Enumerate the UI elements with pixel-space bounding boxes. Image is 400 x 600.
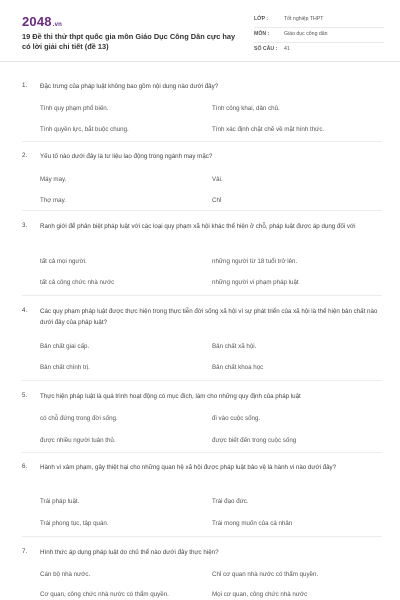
answer-option-a[interactable]: Máy may. — [40, 176, 67, 183]
site-logo[interactable] — [22, 14, 62, 29]
answer-option-b[interactable]: Chỉ cơ quan nhà nước có thẩm quyền. — [212, 571, 319, 578]
answer-option-c[interactable]: Tính quyền lực, bắt buộc chung. — [40, 126, 129, 133]
meta-row-class — [254, 14, 384, 29]
question-text: Các quy phạm pháp luật được thực hiện trong thực tiễn đời sống xã hội vì sự phát triển của xã hội là thể hiện bản chất nào dưới đây của pháp luật? — [40, 308, 378, 326]
logo-suffix: .vn — [52, 22, 63, 28]
question-number: 1. — [22, 82, 28, 89]
question-divider — [22, 210, 382, 211]
question-text: Hành vi xâm phạm, gây thiệt hại cho những quan hệ xã hội được pháp luật bảo vệ là hành vi nào dưới đây? — [40, 464, 337, 471]
answer-option-a[interactable]: Cán bộ nhà nước. — [40, 571, 91, 578]
answer-option-d[interactable]: Chỉ — [212, 197, 222, 204]
question-number: 4. — [22, 307, 28, 314]
answer-option-c[interactable]: được nhiều người tuân thủ. — [40, 437, 116, 444]
meta-row-subject — [254, 29, 384, 44]
meta-divider — [254, 27, 384, 28]
logo-text: 2048 — [22, 14, 52, 29]
question-text: Yếu tố nào dưới đây là tư liệu lao động trong ngành may mặc? — [40, 153, 213, 160]
question-number: 6. — [22, 463, 28, 470]
document-title: 19 Đề thi thử thpt quốc gia môn Giáo Dục Công Dân cực hay có lời giải chi tiết (đề 13) — [22, 32, 236, 51]
answer-option-d[interactable]: được biết đến trong cuộc sống — [212, 437, 297, 444]
meta-value: 41 — [284, 46, 290, 52]
question-text: Thực hiện pháp luật là quá trình hoạt động có mục đích, làm cho những quy định của pháp luật — [40, 393, 301, 400]
answer-option-d[interactable]: Mọi cơ quan, công chức nhà nước — [212, 591, 308, 598]
meta-label: LỚP : — [254, 16, 269, 22]
meta-row-count — [254, 44, 384, 59]
answer-option-b[interactable]: đi vào cuộc sống. — [212, 415, 261, 422]
answer-option-d[interactable]: Tính xác định chặt chẽ về mặt hình thức. — [212, 126, 325, 133]
question-number: 3. — [22, 222, 28, 229]
answer-option-c[interactable]: Cơ quan, công chức nhà nước có thẩm quyền. — [40, 591, 169, 598]
question-number: 7. — [22, 548, 28, 555]
answer-option-c[interactable]: Bản chất chính trị. — [40, 364, 90, 371]
document-header — [0, 0, 400, 62]
answer-option-a[interactable]: tất cả mọi người. — [40, 258, 87, 265]
answer-option-b[interactable]: Tính công khai, dân chủ. — [212, 105, 280, 112]
answer-option-d[interactable]: Bản chất khoa học — [212, 364, 264, 371]
answer-option-a[interactable]: Tính quy phạm phổ biến. — [40, 105, 109, 112]
answer-option-d[interactable]: những người vi phạm pháp luật — [212, 279, 299, 286]
question-divider — [22, 380, 382, 381]
question-divider — [22, 536, 382, 537]
answer-option-c[interactable]: tất cả công chức nhà nước — [40, 279, 115, 286]
question-divider — [22, 141, 382, 142]
answer-option-a[interactable]: có chỗ đứng trong đời sống. — [40, 415, 118, 422]
meta-label: MÔN : — [254, 31, 270, 37]
question-number: 5. — [22, 392, 28, 399]
meta-panel — [254, 14, 384, 59]
meta-value: Giáo dục công dân — [284, 31, 328, 37]
meta-divider — [254, 42, 384, 43]
question-number: 2. — [22, 152, 28, 159]
answer-option-b[interactable]: Vải. — [212, 176, 223, 183]
meta-label: SỐ CÂU : — [254, 46, 278, 52]
meta-value: Tốt nghiệp THPT — [284, 16, 324, 22]
question-text: Đặc trưng của pháp luật không bao gồm nội dung nào dưới đây? — [40, 83, 219, 90]
question-text: Ranh giới để phân biệt pháp luật với các loại quy phạm xã hội khác thể hiện ở chỗ, pháp luật được áp dụng đối với — [40, 223, 356, 230]
question-text: Hình thức áp dụng pháp luật do chủ thể nào dưới đây thực hiện? — [40, 549, 219, 556]
answer-option-b[interactable]: Bản chất xã hội. — [212, 343, 257, 350]
answer-option-c[interactable]: Trái phong tục, tập quán. — [40, 520, 109, 527]
answer-option-c[interactable]: Thợ may. — [40, 197, 66, 204]
answer-option-b[interactable]: những người từ 18 tuổi trở lên. — [212, 258, 298, 265]
question-divider — [22, 452, 382, 453]
question-divider — [22, 295, 382, 296]
answer-option-b[interactable]: Trái đạo đức. — [212, 498, 249, 505]
answer-option-a[interactable]: Bản chất giai cấp. — [40, 343, 90, 350]
answer-option-a[interactable]: Trái pháp luật. — [40, 498, 80, 505]
answer-option-d[interactable]: Trái mong muốn của cá nhân — [212, 520, 293, 527]
